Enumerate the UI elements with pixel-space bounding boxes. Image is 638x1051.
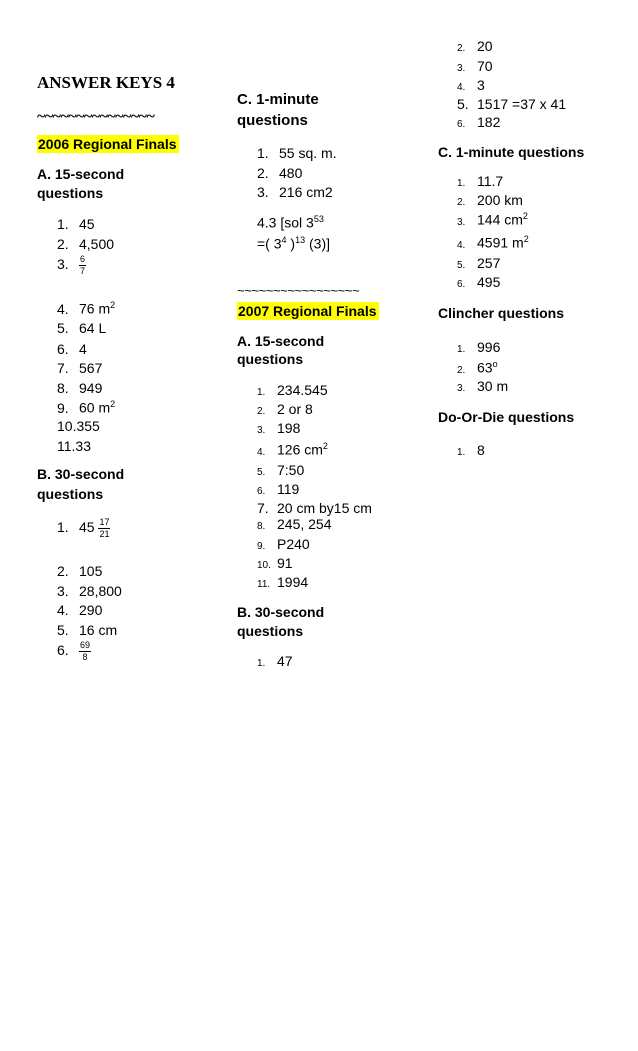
list-item: 10.355 [57,418,100,434]
list-item: 6. 182 [457,114,501,130]
list-item: 1. 55 sq. m. [257,145,337,161]
list-item: 4. 76 $m^2$ [57,300,116,317]
list-item: 1. 996 [457,339,501,355]
list-item: 4. 4591 $m^2$ [457,234,529,251]
list-item: 1. 11.7 [457,173,504,189]
heading-b-2006-line2: questions [37,486,104,502]
heading-do-or-die: Do-Or-Die questions [438,409,575,425]
heading-clincher: Clincher questions [438,305,565,321]
list-item: 1. 45 $\frac{17}{21}$ [57,517,110,539]
list-item: 7. 20 cm by15 cm [257,500,372,516]
list-item: 6. 495 [457,274,501,290]
list-item: 10. 91 [257,555,293,571]
list-item: 5. 64 L [57,320,107,336]
list-item: 4. 3 [457,77,485,93]
list-item: 7. 567 [57,360,103,376]
list-item: 3. 28,800 [57,583,122,599]
list-item: 3. 30 m [457,378,509,394]
heading-c-2007: C. 1-minute questions [438,144,585,160]
list-item: 5. 257 [457,255,501,271]
page-title: ANSWER KEYS 4 [37,73,175,92]
list-item: 1. 45 [57,216,95,232]
list-item: 9. 60 $m^2$ [57,399,116,416]
list-item: 4. 290 [57,602,103,618]
heading-a-2007-line2: questions [237,351,304,367]
list-item: 8. 949 [57,380,103,396]
list-item: 2. 4,500 [57,236,115,252]
list-item: 1. 234.545 [257,382,328,398]
heading-c-2006-line1: C. 1-minute [237,91,319,108]
list-item: 5. 1517 =37 x 41 [457,96,567,112]
list-item: 6. 4 [57,341,87,357]
list-item: 11. 1994 [257,574,309,590]
list-item: 3. 144 $cm^2$ [457,211,528,228]
heading-b-2006-line1: B. 30-second [37,466,125,482]
fraction: $\frac{17}{21}$ [99,517,110,539]
solution-note-line1: 4.3 [sol $3^{53}$ [257,214,324,231]
tilde-divider: ~~~~~~~~~~~~~~~ [37,108,155,125]
heading-c-2006-line2: questions [237,112,308,129]
list-item: 5. 7:50 [257,462,305,478]
list-item: 2. 2 or 8 [257,401,313,417]
list-item: 3. 216 cm2 [257,184,333,200]
list-item: 3. 198 [257,420,301,436]
heading-a-2006-line2: questions [37,185,104,201]
list-item: 1. 47 [257,653,293,669]
list-item: 11.33 [57,438,91,454]
fraction: $\frac{6}{7}$ [80,254,86,276]
tilde-divider: ~~~~~~~~~~~~~~~~~ [237,283,360,298]
list-item: 2. 63$^o$ [457,359,498,376]
list-item: 1. 8 [457,442,485,458]
heading-b-2007-line1: B. 30-second [237,604,325,620]
heading-b-2007-line2: questions [237,623,304,639]
section-title-2007: 2007 Regional Finals [238,303,377,319]
section-title-2006: 2006 Regional Finals [38,136,177,152]
heading-a-2006-line1: A. 15-second [37,166,125,182]
fraction: $\frac{69}{8}$ [80,640,91,662]
solution-note-line2: =( $3^4$ )$^{13}$ (3)] [257,235,330,252]
list-item: 2. 200 km [457,192,523,208]
list-item: 3. 70 [457,58,493,74]
list-item: 6. 119 [257,481,300,497]
list-item: 2. 20 [457,38,493,54]
list-item: 9. P240 [257,536,310,552]
list-item: 3. $\frac{6}{7}$ [57,254,86,276]
list-item: 8. 245, 254 [257,516,332,532]
list-item: 6. $\frac{69}{8}$ [57,640,91,662]
list-item: 5. 16 cm [57,622,118,638]
list-item: 4. 126 $cm^2$ [257,441,328,458]
list-item: 2. 105 [57,563,103,579]
heading-a-2007-line1: A. 15-second [237,333,325,349]
list-item: 2. 480 [257,165,303,181]
